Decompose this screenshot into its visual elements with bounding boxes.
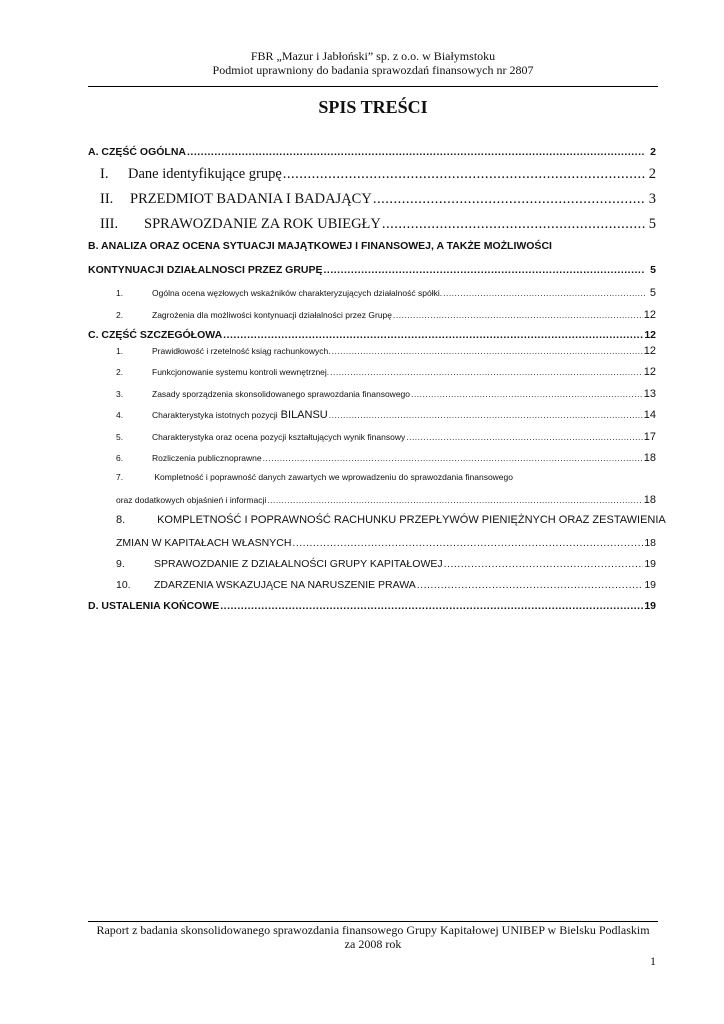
- toc-label: Prawidłowość i rzetelność ksiąg rachunkowych.: [152, 346, 331, 356]
- toc-page: 19: [644, 600, 656, 612]
- toc-label: Dane identyfikujące grupę: [128, 166, 282, 182]
- toc-label: Kompletność i poprawność danych zawartych we wprowadzeniu do sprawozdania finansowego: [154, 472, 513, 482]
- toc-leader: [220, 600, 643, 612]
- toc-item-c-9[interactable]: [88, 558, 656, 570]
- toc-item-b-1[interactable]: [88, 287, 656, 299]
- toc-label: Charakterystyka oraz ocena pozycji kształtujących wynik finansowy: [152, 432, 406, 442]
- toc-leader: [332, 346, 643, 356]
- toc-label: Ogólna ocena węzłowych wskaźników charakteryzujących działalność spółki.: [152, 288, 443, 298]
- toc-label: A. CZĘŚĆ OGÓLNA: [88, 146, 187, 158]
- toc-item-b-2[interactable]: [88, 309, 656, 321]
- toc-page: 13: [643, 388, 656, 400]
- toc-number: 1.: [116, 346, 124, 356]
- toc-label: PRZEDMIOT BADANIA I BADAJĄCY: [130, 191, 372, 207]
- toc-page: 3: [648, 191, 656, 207]
- toc-label: Charakterystyka istotnych pozycji: [152, 410, 278, 420]
- toc-label: SPRAWOZDANIE ZA ROK UBIEGŁY: [144, 216, 381, 232]
- toc-page: 5: [648, 216, 656, 232]
- toc-label: D. USTALENIA KOŃCOWE: [88, 600, 220, 612]
- toc-leader: [330, 367, 643, 377]
- toc-label: Zasady sporządzenia skonsolidowanego sprawozdania finansowego: [152, 389, 410, 399]
- toc-page: 12: [643, 345, 656, 357]
- toc-item-a-1[interactable]: [88, 166, 656, 183]
- page-footer: [88, 923, 658, 951]
- toc-leader: [393, 310, 643, 320]
- footer-rule: [88, 921, 658, 922]
- toc-number: 5.: [116, 432, 124, 442]
- toc-label-suffix: BILANSU: [280, 409, 328, 421]
- toc-label: C. CZĘŚĆ SZCZEGÓŁOWA: [88, 329, 223, 341]
- toc-section-d[interactable]: [88, 600, 656, 612]
- toc-item-a-2[interactable]: [88, 191, 656, 208]
- toc-section-a[interactable]: [88, 146, 656, 158]
- toc-section-b-line1[interactable]: B. ANALIZA ORAZ OCENA SYTUACJI MAJĄTKOWEJ I FINANSOWEJ, A TAKŻE MOŻLIWOŚCI: [88, 240, 552, 252]
- toc-item-c-10[interactable]: [88, 579, 656, 591]
- toc-page: 12: [644, 329, 656, 341]
- toc-number: 7.: [116, 472, 124, 482]
- toc-page: 18: [643, 452, 656, 464]
- toc-leader: [406, 432, 643, 442]
- toc-page: 2: [650, 146, 656, 158]
- toc-leader: [324, 264, 645, 276]
- toc-page: 12: [643, 366, 656, 378]
- toc-leader: [223, 329, 643, 341]
- toc-page: 14: [643, 409, 656, 421]
- toc-label: SPRAWOZDANIE Z DZIAŁALNOŚCI GRUPY KAPITAŁOWEJ: [154, 558, 443, 570]
- footer-line-1: Raport z badania skonsolidowanego sprawozdania finansowego Grupy Kapitałowej UNIBEP w Bielsku Podlaskim: [96, 923, 650, 937]
- toc-item-c-6[interactable]: [88, 452, 656, 464]
- toc-number: 4.: [116, 410, 124, 420]
- toc-leader: [443, 288, 645, 298]
- toc-number: 2.: [116, 367, 124, 377]
- toc-section-c[interactable]: [88, 329, 656, 341]
- toc-page: 18: [644, 537, 656, 549]
- toc-leader: [373, 191, 645, 208]
- toc-leader: [411, 389, 643, 399]
- toc-number: 2.: [116, 310, 124, 320]
- toc-leader: [329, 410, 643, 420]
- toc-item-c-8-line1[interactable]: [116, 514, 666, 526]
- toc-leader: [263, 453, 643, 463]
- toc-leader: [187, 146, 645, 158]
- toc-section-b[interactable]: [88, 264, 656, 276]
- toc-page: 19: [644, 579, 656, 591]
- toc-number: II.: [100, 191, 114, 207]
- toc-number: 3.: [116, 389, 124, 399]
- toc-page: 18: [643, 494, 656, 506]
- toc-item-c-3[interactable]: [88, 388, 656, 400]
- toc-item-c-1[interactable]: [88, 345, 656, 357]
- page-number: 1: [650, 954, 656, 968]
- toc-leader: [382, 216, 645, 233]
- toc-label: Funkcjonowanie systemu kontroli wewnętrznej.: [152, 367, 330, 377]
- toc-number: 1.: [116, 288, 124, 298]
- toc-item-a-3[interactable]: [88, 216, 656, 233]
- toc-label: KOMPLETNOŚĆ I POPRAWNOŚĆ RACHUNKU PRZEPŁYWÓW PIENIĘŻNYCH ORAZ ZESTAWIENIA: [157, 514, 666, 526]
- toc-label: ZMIAN W KAPITAŁACH WŁASNYCH: [116, 537, 292, 549]
- toc-label: Zagrożenia dla możliwości kontynuacji działalności przez Grupę: [152, 310, 393, 320]
- toc-leader: [267, 495, 643, 505]
- toc-page: 5: [649, 287, 656, 299]
- toc-item-c-5[interactable]: [88, 431, 656, 443]
- toc-number: 9.: [116, 558, 125, 570]
- toc-leader: [417, 579, 644, 591]
- toc-item-c-7-line1[interactable]: [116, 472, 513, 482]
- toc-leader: [292, 537, 643, 549]
- page-header: [88, 49, 658, 77]
- toc-number: 8.: [116, 514, 126, 526]
- page-title: SPIS TREŚCI: [318, 97, 428, 117]
- header-line-1: FBR „Mazur i Jabłoński” sp. z o.o. w Białymstoku: [250, 49, 496, 63]
- footer-line-2: za 2008 rok: [344, 937, 402, 951]
- toc-page: 17: [643, 431, 656, 443]
- header-rule: [88, 86, 658, 87]
- toc-label: oraz dodatkowych objaśnień i informacji: [116, 495, 267, 505]
- toc-number: I.: [100, 166, 109, 182]
- toc-leader: [283, 166, 645, 183]
- toc-page: 19: [644, 558, 656, 570]
- toc-label: Rozliczenia publicznoprawne: [152, 453, 262, 463]
- header-line-2: Podmiot uprawniony do badania sprawozdań finansowych nr 2807: [212, 63, 534, 77]
- toc-item-c-4[interactable]: [88, 409, 656, 421]
- toc-item-c-8[interactable]: [88, 537, 656, 549]
- toc-page: 2: [648, 166, 656, 182]
- toc-item-c-7[interactable]: [88, 494, 656, 506]
- toc-leader: [444, 558, 644, 570]
- toc-number: 6.: [116, 453, 124, 463]
- toc-label: ZDARZENIA WSKAZUJĄCE NA NARUSZENIE PRAWA: [154, 579, 416, 591]
- toc-item-c-2[interactable]: [88, 366, 656, 378]
- toc-page: 12: [643, 309, 656, 321]
- toc-number: 10.: [116, 579, 131, 591]
- toc-number: III.: [100, 216, 119, 232]
- toc-label: KONTYNUACJI DZIAŁALNOSCI PRZEZ GRUPĘ: [88, 264, 323, 276]
- toc-page: 5: [650, 264, 656, 276]
